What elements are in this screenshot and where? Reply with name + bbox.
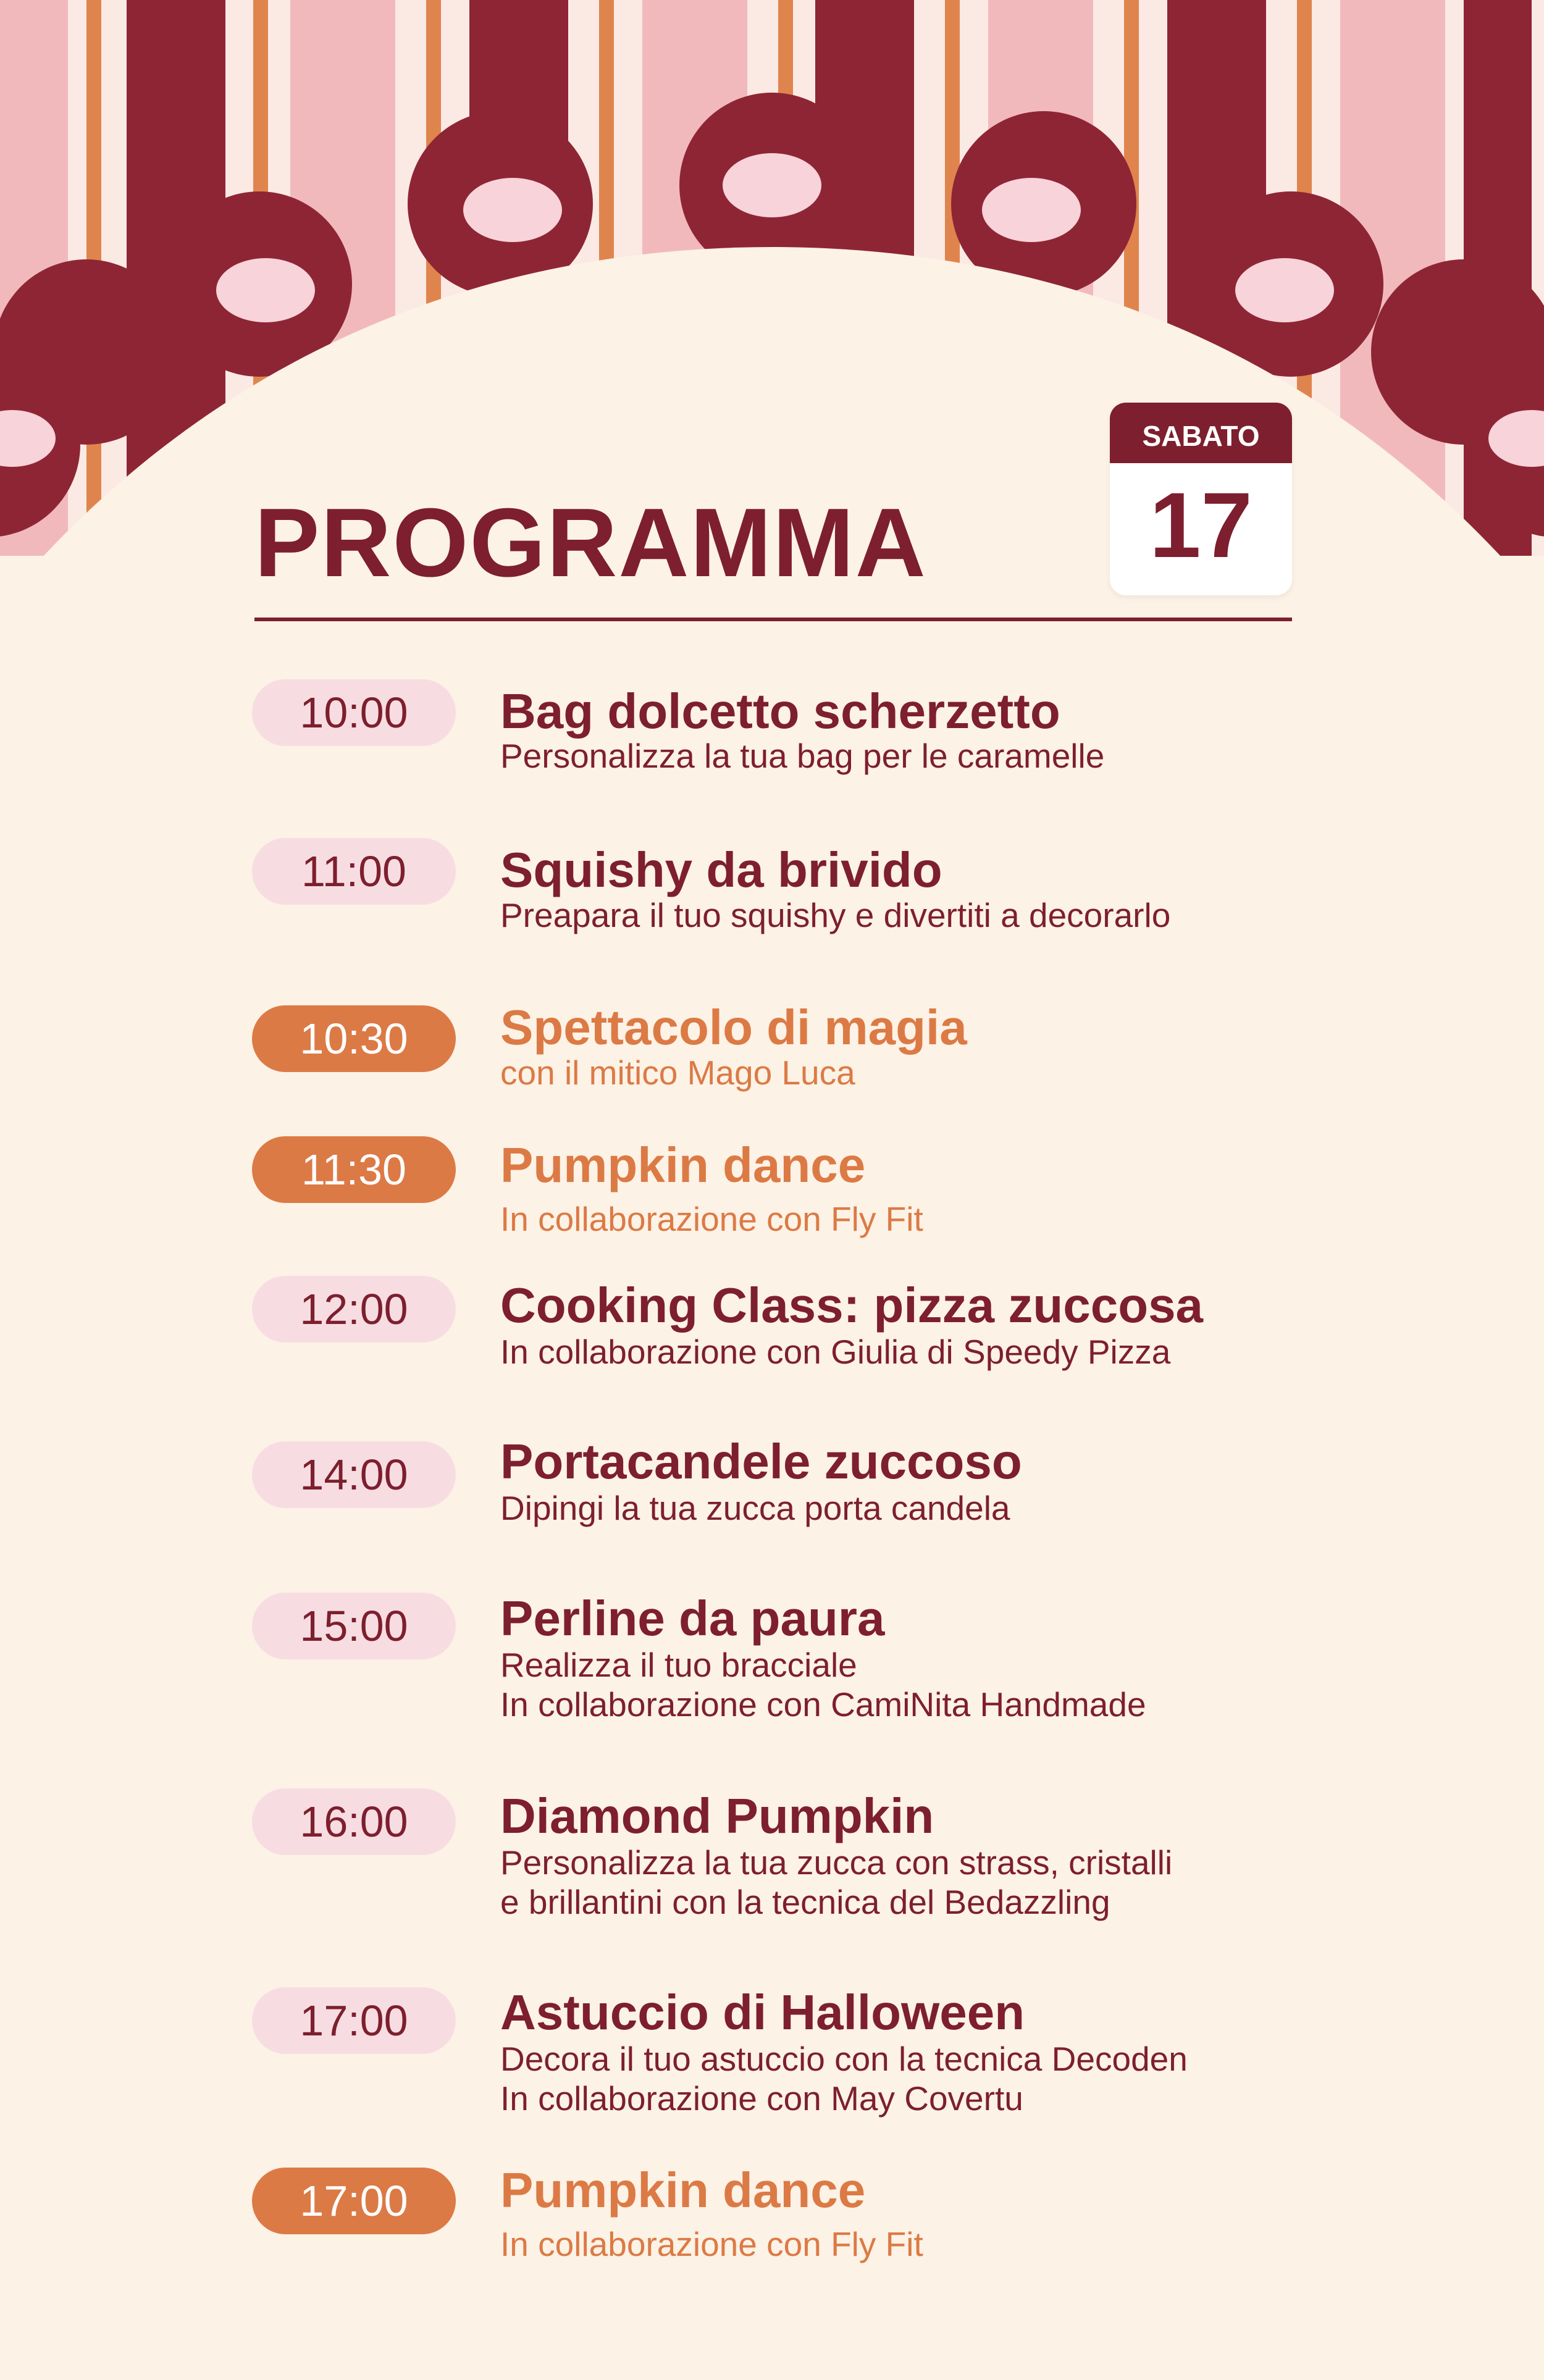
event-title: Pumpkin dance xyxy=(500,1138,866,1192)
event-title: Spettacolo di magia xyxy=(500,1000,967,1055)
event-description: Decora il tuo astuccio con la tecnica Decoden In collaborazione con May Covertu xyxy=(500,2040,1188,2118)
event-description: Dipingi la tua zucca porta candela xyxy=(500,1489,1010,1527)
event-description: In collaborazione con Fly Fit xyxy=(500,2225,923,2263)
event-time-badge: 10:00 xyxy=(252,679,456,746)
event-description: In collaborazione con Fly Fit xyxy=(500,1200,923,1238)
event-description: Realizza il tuo bracciale In collaborazione con CamiNita Handmade xyxy=(500,1646,1146,1724)
calendar-day-name: SABATO xyxy=(1110,403,1292,463)
event-title: Squishy da brivido xyxy=(500,842,942,897)
event-title: Pumpkin dance xyxy=(500,2163,866,2218)
event-title: Bag dolcetto scherzetto xyxy=(500,684,1060,739)
event-time-badge: 11:30 xyxy=(252,1136,456,1203)
event-time-badge: 15:00 xyxy=(252,1593,456,1659)
event-description: con il mitico Mago Luca xyxy=(500,1054,855,1092)
page-title: PROGRAMMA xyxy=(254,488,927,597)
event-time-badge: 17:00 xyxy=(252,2168,456,2234)
calendar-day-number: 17 xyxy=(1149,473,1252,577)
event-time-badge: 11:00 xyxy=(252,838,456,905)
event-title: Diamond Pumpkin xyxy=(500,1788,934,1843)
calendar-badge xyxy=(1110,403,1292,595)
event-time-badge: 10:30 xyxy=(252,1005,456,1072)
event-time-badge: 12:00 xyxy=(252,1276,456,1343)
event-time-badge: 16:00 xyxy=(252,1788,456,1855)
event-description: Personalizza la tua bag per le caramelle xyxy=(500,737,1105,775)
event-title: Cooking Class: pizza zuccosa xyxy=(500,1278,1204,1333)
event-time-badge: 17:00 xyxy=(252,1987,456,2054)
event-time-badge: 14:00 xyxy=(252,1441,456,1508)
event-description: Personalizza la tua zucca con strass, cristalli e brillantini con la tecnica del Bedazzling xyxy=(500,1843,1173,1921)
event-description: In collaborazione con Giulia di Speedy Pizza xyxy=(500,1333,1171,1371)
event-title: Perline da paura xyxy=(500,1591,885,1646)
event-title: Portacandele zuccoso xyxy=(500,1434,1022,1489)
event-description: Preapara il tuo squishy e divertiti a decorarlo xyxy=(500,896,1171,934)
title-divider xyxy=(254,618,1292,621)
event-title: Astuccio di Halloween xyxy=(500,1985,1025,2040)
